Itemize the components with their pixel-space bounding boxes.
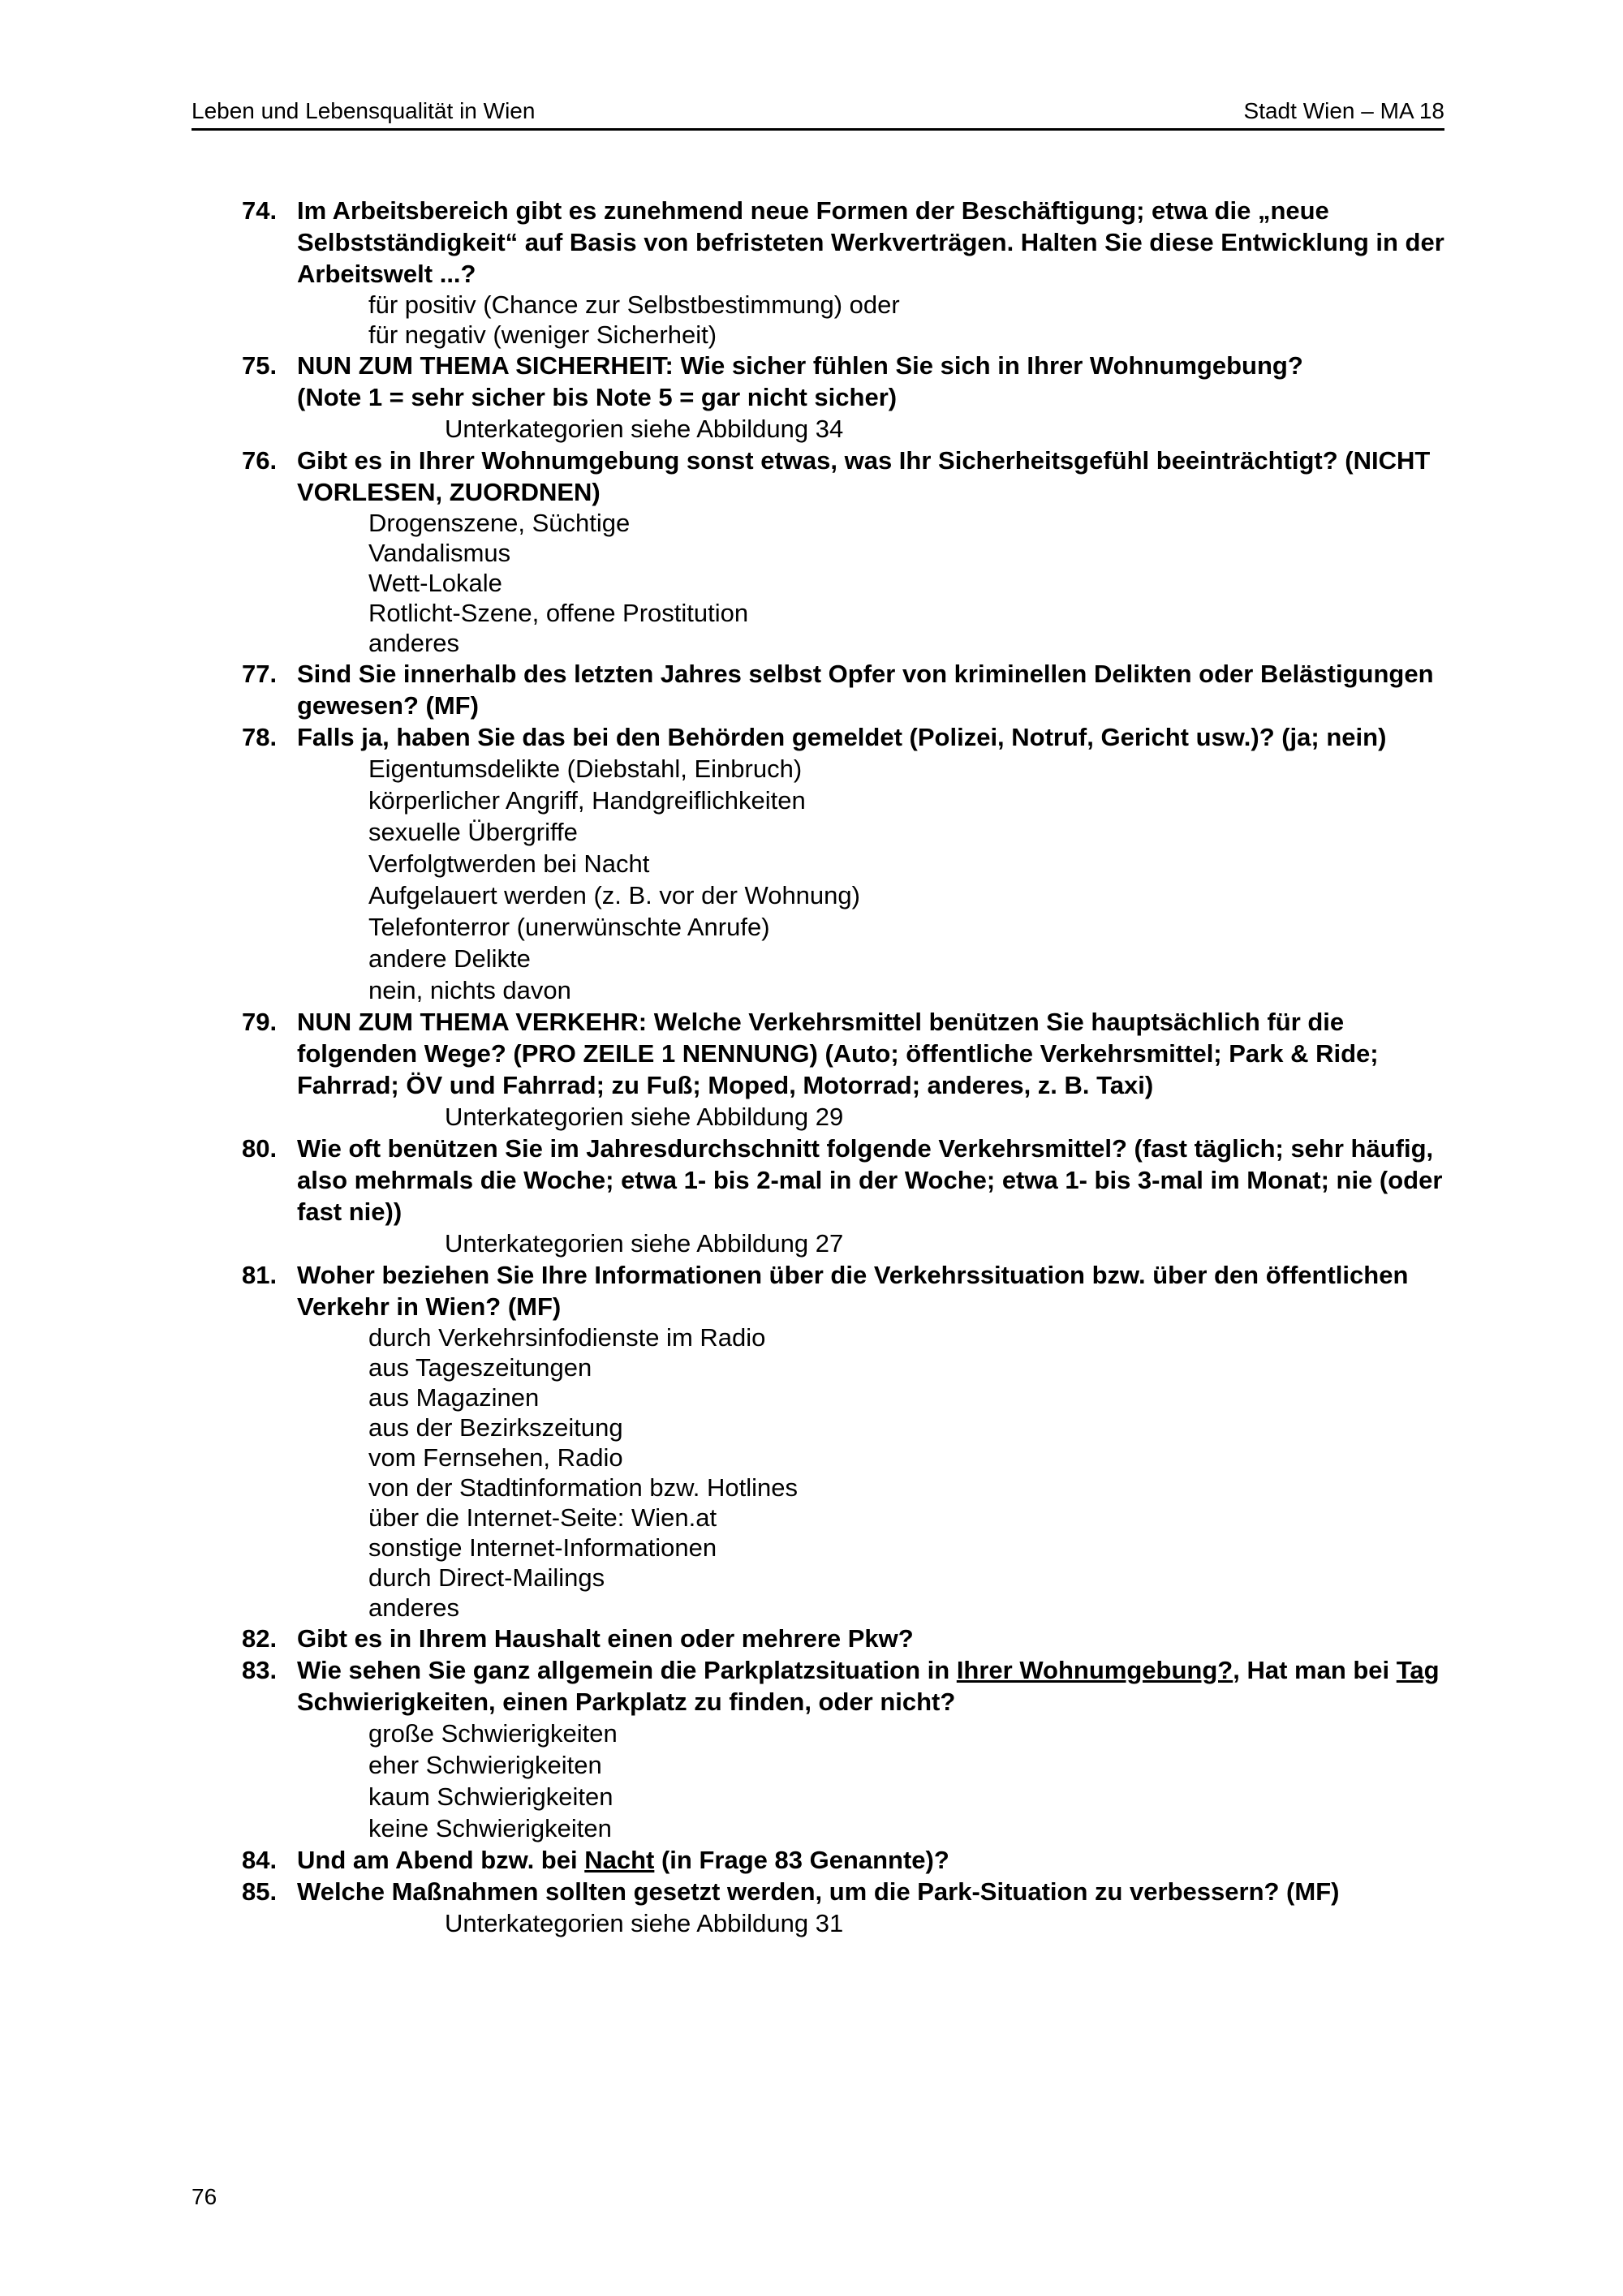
question-text: Falls ja, haben Sie das bei den Behörden gemeldet (Polizei, Notruf, Gericht usw.)? (ja; nein)	[297, 723, 1387, 751]
question-number: 85.	[242, 1877, 278, 1906]
questionnaire-content	[242, 195, 1451, 1939]
question-78	[242, 721, 1451, 1006]
question-text-part: , Hat man bei	[1233, 1656, 1397, 1684]
answer-option: aus Tageszeitungen	[368, 1353, 592, 1382]
question-75	[242, 350, 1451, 445]
answer-option: Rotlicht-Szene, offene Prostitution	[368, 599, 749, 627]
answer-option: durch Direct-Mailings	[368, 1563, 605, 1592]
question-number: 78.	[242, 723, 278, 751]
page-number: 76	[192, 2184, 217, 2209]
header-title: Leben und Lebensqualität in Wien	[192, 98, 536, 123]
question-text: Gibt es in Ihrer Wohnumgebung sonst etwas, was Ihr Sicherheitsgefühl beeinträchtigt? (NICHT VORLESEN, ZUORDNEN)	[297, 446, 1431, 506]
answer-option: kaum Schwierigkeiten	[368, 1782, 613, 1811]
answer-option: vom Fernsehen, Radio	[368, 1443, 623, 1472]
subcategory-reference: Unterkategorien siehe Abbildung 34	[445, 415, 844, 443]
answer-option: Telefonterror (unerwünschte Anrufe)	[368, 913, 770, 941]
answer-option: über die Internet-Seite: Wien.at	[368, 1503, 717, 1532]
answer-option: große Schwierigkeiten	[368, 1719, 618, 1748]
question-text	[297, 1654, 1451, 1718]
answer-option: für negativ (weniger Sicherheit)	[368, 320, 717, 349]
question-number: 82.	[242, 1624, 278, 1653]
question-text: Woher beziehen Sie Ihre Informationen über die Verkehrssituation bzw. über den öffentlichen Verkehr in Wien? (MF)	[297, 1261, 1409, 1321]
answer-option: andere Delikte	[368, 944, 531, 973]
subcategory-reference: Unterkategorien siehe Abbildung 27	[445, 1229, 844, 1258]
page-header	[192, 94, 1444, 131]
answer-option: Wett-Lokale	[368, 569, 502, 597]
question-84	[242, 1844, 1451, 1876]
answer-option: nein, nichts davon	[368, 976, 571, 1004]
answer-option: aus der Bezirkszeitung	[368, 1413, 623, 1442]
question-number: 80.	[242, 1134, 278, 1163]
question-text-part: Und am Abend bzw. bei	[297, 1846, 585, 1874]
question-text-part: Schwierigkeiten, einen Parkplatz zu finden, oder nicht?	[297, 1688, 956, 1716]
answer-option: Drogenszene, Süchtige	[368, 509, 631, 537]
underlined-term: Tag	[1396, 1656, 1440, 1684]
answer-option: Aufgelauert werden (z. B. vor der Wohnung)	[368, 881, 860, 909]
question-text-part: (in Frage 83 Genannte)?	[654, 1846, 949, 1874]
answer-option: sonstige Internet-Informationen	[368, 1533, 717, 1562]
answer-option: Vandalismus	[368, 539, 511, 567]
question-85	[242, 1876, 1451, 1939]
question-number: 75.	[242, 351, 278, 380]
underlined-term: Ihrer Wohnumgebung?	[956, 1656, 1233, 1684]
underlined-term: Nacht	[584, 1846, 655, 1874]
question-80	[242, 1133, 1451, 1259]
question-text: Sind Sie innerhalb des letzten Jahres selbst Opfer von kriminellen Delikten oder Belästigungen gewesen? (MF)	[297, 660, 1434, 720]
subcategory-reference: Unterkategorien siehe Abbildung 31	[445, 1909, 844, 1937]
question-77	[242, 658, 1451, 721]
answer-option: durch Verkehrsinfodienste im Radio	[368, 1323, 766, 1352]
question-text: Wie oft benützen Sie im Jahresdurchschnitt folgende Verkehrsmittel? (fast täglich; sehr häufig, also mehrmals die Woche; etwa 1- bis 2-mal in der Woche; etwa 1- bis 3-mal im Monat; nie (oder fast nie))	[297, 1134, 1443, 1226]
question-83	[242, 1654, 1451, 1844]
answer-option: von der Stadtinformation bzw. Hotlines	[368, 1473, 798, 1502]
question-number: 81.	[242, 1261, 278, 1289]
answer-option: Verfolgtwerden bei Nacht	[368, 849, 650, 878]
question-79	[242, 1006, 1451, 1133]
question-text: Gibt es in Ihrem Haushalt einen oder mehrere Pkw?	[297, 1624, 914, 1653]
question-text-part: Wie sehen Sie ganz allgemein die Parkplatzsituation in	[297, 1656, 957, 1684]
question-text: Welche Maßnahmen sollten gesetzt werden, um die Park-Situation zu verbessern? (MF)	[297, 1877, 1340, 1906]
question-text: NUN ZUM THEMA SICHERHEIT: Wie sicher fühlen Sie sich in Ihrer Wohnumgebung?	[297, 351, 1303, 380]
answer-option: aus Magazinen	[368, 1383, 540, 1412]
question-76	[242, 445, 1451, 658]
answer-option: sexuelle Übergriffe	[368, 818, 578, 846]
answer-option: keine Schwierigkeiten	[368, 1814, 612, 1842]
question-number: 74.	[242, 196, 278, 225]
question-text	[297, 1844, 1451, 1876]
question-81	[242, 1259, 1451, 1623]
question-number: 83.	[242, 1656, 278, 1684]
answer-option: körperlicher Angriff, Handgreiflichkeiten	[368, 786, 806, 815]
question-number: 84.	[242, 1846, 278, 1874]
header-publisher: Stadt Wien – MA 18	[1243, 98, 1444, 123]
answer-option: Eigentumsdelikte (Diebstahl, Einbruch)	[368, 755, 803, 783]
question-text: NUN ZUM THEMA VERKEHR: Welche Verkehrsmittel benützen Sie hauptsächlich für die folgenden Wege? (PRO ZEILE 1 NENNUNG) (Auto; öffentliche Verkehrsmittel; Park & Ride; Fahrrad; ÖV und Fahrrad; zu Fuß; Moped, Motorrad; anderes, z. B. Taxi)	[297, 1008, 1379, 1099]
question-number: 77.	[242, 660, 278, 688]
subcategory-reference: Unterkategorien siehe Abbildung 29	[445, 1103, 844, 1131]
question-text: Im Arbeitsbereich gibt es zunehmend neue Formen der Beschäftigung; etwa die „neue Selbstständigkeit“ auf Basis von befristeten Werkverträgen. Halten Sie diese Entwicklung in der Arbeitswelt ...?	[297, 196, 1444, 288]
question-number: 76.	[242, 446, 278, 475]
question-82	[242, 1623, 1451, 1654]
answer-option: eher Schwierigkeiten	[368, 1751, 602, 1779]
answer-option: anderes	[368, 1593, 460, 1622]
question-number: 79.	[242, 1008, 278, 1036]
question-text-note: (Note 1 = sehr sicher bis Note 5 = gar nicht sicher)	[297, 383, 898, 411]
answer-option: für positiv (Chance zur Selbstbestimmung) oder	[368, 290, 900, 319]
question-74	[242, 195, 1451, 350]
answer-option: anderes	[368, 629, 460, 657]
